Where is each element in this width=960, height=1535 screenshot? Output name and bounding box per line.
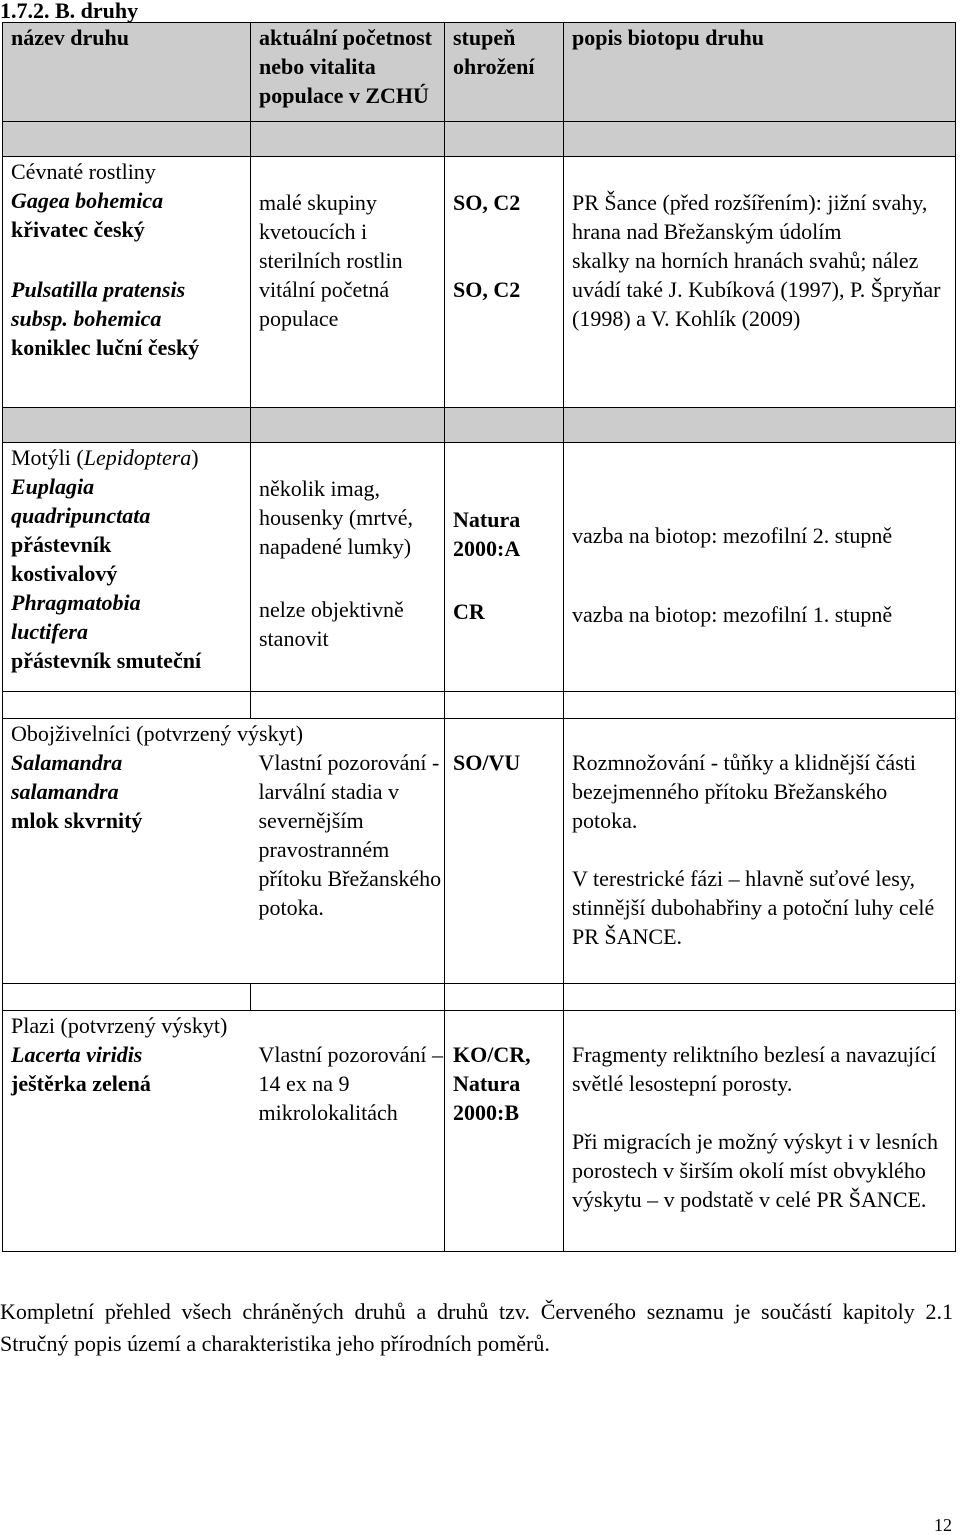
- header-threat: stupeň ohrožení: [445, 23, 564, 122]
- separator-row: [3, 122, 956, 157]
- header-population: aktuální početnost nebo vitalita populace v ZCHÚ: [251, 23, 445, 122]
- header-biotope: popis biotopu druhu: [564, 23, 956, 122]
- footer-note: Kompletní přehled všech chráněných druhů a druhů tzv. Červeného seznamu je součástí kapitoly 2.1 Stručný popis území a charakteristika jeho přírodních poměrů.: [0, 1299, 953, 1356]
- cell-amphibians-population: Vlastní pozorování - larvální stadia v severnějším pravostranném přítoku Břežanského potoka.: [251, 719, 445, 984]
- group-title-amphibians: Obojživelníci (potvrzený výskyt): [11, 721, 304, 746]
- cell-butterflies-threat: Natura 2000:A CR: [445, 443, 564, 692]
- cell-plants-names: Cévnaté rostliny Gagea bohemica křivatec český Pulsatilla pratensis subsp. bohemica koniklec luční český: [3, 157, 251, 408]
- species-table: [2, 22, 956, 1252]
- cell-plants-population: malé skupiny kvetoucích i sterilních rostlin vitální početná populace: [251, 157, 445, 408]
- cell-butterflies-biotope: vazba na biotop: mezofilní 2. stupně vazba na biotop: mezofilní 1. stupně: [564, 443, 956, 692]
- cell-butterflies-population: několik imag, housenky (mrtvé, napadené lumky) nelze objektivně stanovit: [251, 443, 445, 692]
- cell-butterflies-names: Motýli (Lepidoptera) Euplagia quadripunctata přástevník kostivalový Phragmatobia luctifera přástevník smuteční: [3, 443, 251, 692]
- group-title-plants: Cévnaté rostliny: [11, 159, 156, 184]
- cell-amphibians-names: Obojživelníci (potvrzený výskyt) Salamandra salamandra mlok skvrnitý: [3, 719, 251, 984]
- header-name: název druhu: [3, 23, 251, 122]
- group-title-butterflies: Motýli (Lepidoptera): [11, 445, 199, 470]
- cell-plants-threat: SO, C2 SO, C2: [445, 157, 564, 408]
- cell-plants-biotope: PR Šance (před rozšířením): jižní svahy, hrana nad Břežanským údolím skalky na horních hranách svahů; nález uvádí také J. Kubíková (1997), P. Špryňar (1998) a V. Kohlík (2009): [564, 157, 956, 408]
- cell-amphibians-biotope: Rozmnožování - tůňky a klidnější části bezejmenného přítoku Břežanského potoka. V terestrické fázi – hlavně suťové lesy, stinnější dubohabřiny a potoční luhy celé PR ŠANCE.: [564, 719, 956, 984]
- cell-reptiles-threat: KO/CR, Natura 2000:B: [445, 1011, 564, 1252]
- table-header-row: [3, 23, 956, 122]
- cell-reptiles-names: Plazi (potvrzený výskyt) Lacerta viridis ještěrka zelená: [3, 1011, 251, 1252]
- table-row-butterflies: [3, 443, 956, 692]
- page-number: 12: [934, 1515, 952, 1535]
- table-row-amphibians: [3, 719, 956, 984]
- section-heading: 1.7.2. B. druhy: [0, 0, 139, 23]
- table-row-plants: [3, 157, 956, 408]
- separator-row: [3, 408, 956, 443]
- cell-amphibians-threat: SO/VU: [445, 719, 564, 984]
- group-title-reptiles: Plazi (potvrzený výskyt): [11, 1013, 228, 1038]
- cell-reptiles-biotope: Fragmenty reliktního bezlesí a navazující světlé lesostepní porosty. Při migracích je možný výskyt i v lesních porostech v širším okolí míst obvyklého výskytu – v podstatě v celé PR ŠANCE.: [564, 1011, 956, 1252]
- cell-reptiles-population: Vlastní pozorování – 14 ex na 9 mikrolokalitách: [251, 1011, 445, 1252]
- gap-row: [3, 692, 956, 719]
- gap-row: [3, 984, 956, 1011]
- table-row-reptiles: [3, 1011, 956, 1252]
